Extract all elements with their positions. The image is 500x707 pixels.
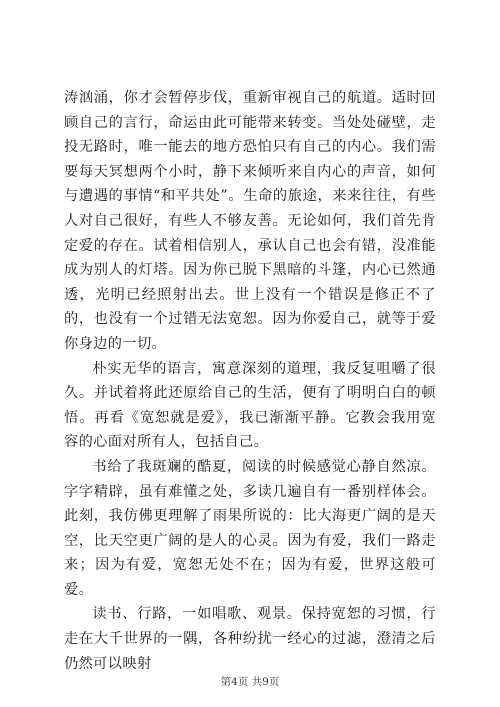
paragraph-1: 涛汹涌，你才会暂停步伐，重新审视自己的航道。适时回顾自己的言行，命运由此可能带来转变。当处处碰壁，走投无路时，唯一能去的地方恐怕只有自己的内心。我们需要每天冥想两个小时，静下来倾听来自内心的声音，如何与遭遇的事情“和平共处”。生命的旅途，来来往往，有些人对自己很好，有些人不够友善。无论如何，我们首先肯定爱的存在。试着相信别人，承认自己也会有错，没准能成为别人的灯塔。因为你已脱下黑暗的斗篷，内心已然通透，光明已经照射出去。世上没有一个错误是修正不了的，也没有一个过错无法宽恕。因为你爱自己，就等于爱你身边的一切。 [64, 90, 436, 352]
body-text [64, 86, 436, 676]
page-footer [0, 674, 500, 689]
page-number: 第4页 共9页 [220, 676, 280, 688]
paragraph-3: 书给了我斑斓的酷夏，阅读的时候感觉心静自然凉。字字精辟，虽有难懂之处，多读几遍自有一番别样体会。此刻，我仿佛更理解了雨果所说的：比大海更广阔的是天空，比天空更广阔的是人的心灵。因为有爱，我们一路走来；因为有爱，宽恕无处不在；因为有爱，世界这般可爱。 [64, 458, 436, 598]
paragraph-4: 读书、行路，一如唱歌、观景。保持宽恕的习惯，行走在大千世界的一隅，各种纷扰一经心的过滤，澄清之后仍然可以映射 [64, 606, 436, 672]
paragraph-2: 朴实无华的语言，寓意深刻的道理，我反复咀嚼了很久。并试着将此还原给自己的生活，便有了明明白白的顿悟。再看《宽恕就是爱》，我已渐渐平静。它教会我用宽容的心面对所有人，包括自己。 [64, 360, 436, 451]
